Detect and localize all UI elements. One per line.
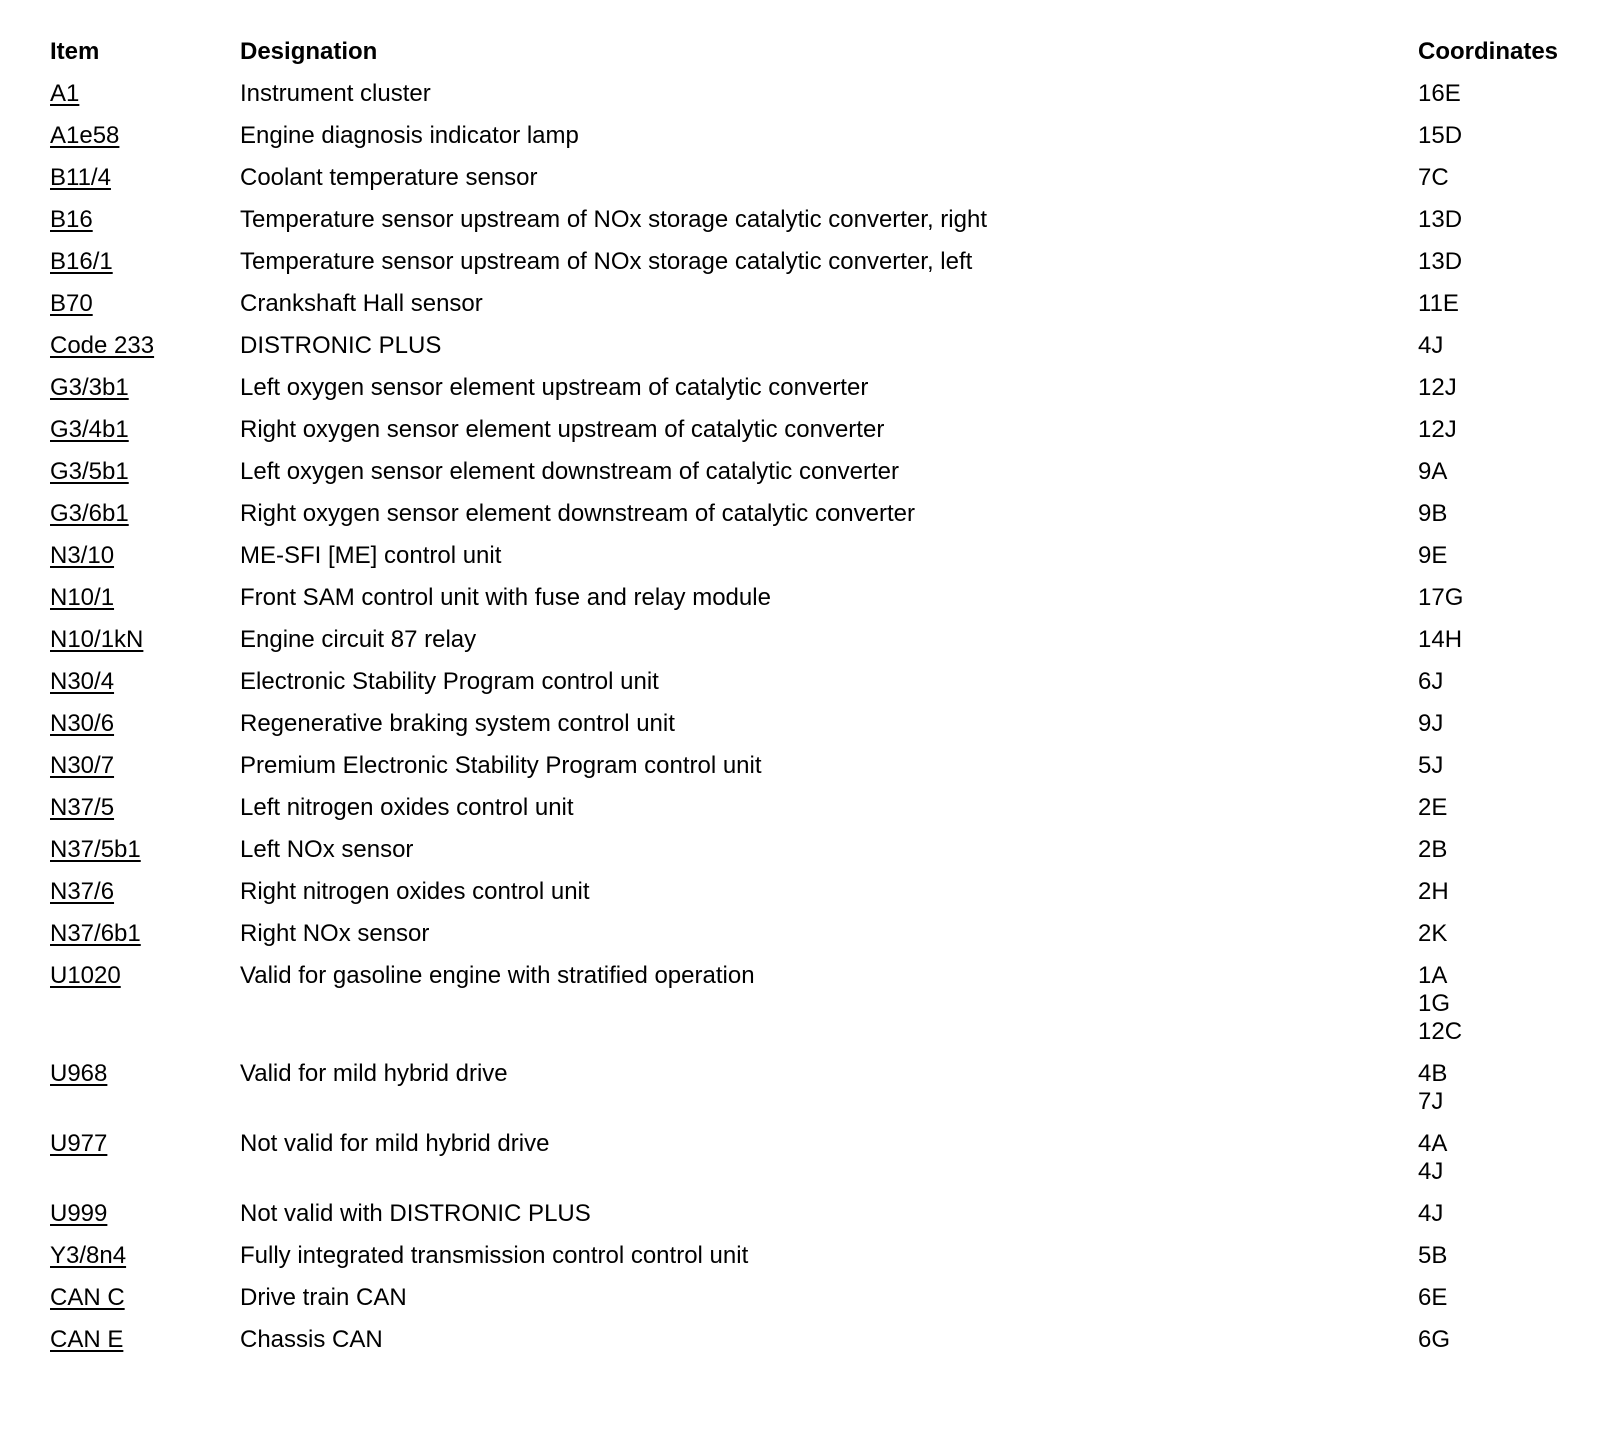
designation-cell: Valid for gasoline engine with stratified operation — [240, 962, 755, 989]
coordinates-cell — [1418, 962, 1570, 1060]
item-cell — [50, 122, 240, 164]
coordinate-value: 14H — [1418, 626, 1463, 653]
table-row — [50, 374, 1570, 416]
item-link[interactable]: U999 — [50, 1200, 108, 1227]
coordinate-value: 4J — [1418, 1158, 1444, 1185]
table-row — [50, 1200, 1570, 1242]
coordinates-cell — [1418, 290, 1570, 332]
table-header — [50, 38, 1570, 80]
coordinate-value: 9A — [1418, 458, 1448, 485]
item-cell — [50, 458, 240, 500]
table-row — [50, 80, 1570, 122]
table-row — [50, 626, 1570, 668]
coordinate-value: 12C — [1418, 1018, 1463, 1045]
item-link[interactable]: N10/1 — [50, 584, 115, 611]
legend-table — [50, 38, 1570, 1368]
item-cell — [50, 374, 240, 416]
table-row — [50, 458, 1570, 500]
item-cell — [50, 1200, 240, 1242]
coordinate-value: 9B — [1418, 500, 1448, 527]
item-link[interactable]: U977 — [50, 1130, 108, 1157]
item-link[interactable]: N10/1kN — [50, 626, 144, 653]
table-row — [50, 290, 1570, 332]
header-designation: Designation — [240, 38, 378, 65]
designation-cell: Left oxygen sensor element downstream of catalytic converter — [240, 458, 899, 485]
designation-cell: Engine diagnosis indicator lamp — [240, 122, 579, 149]
item-cell — [50, 206, 240, 248]
item-link[interactable]: B70 — [50, 290, 93, 317]
coordinate-value: 6G — [1418, 1326, 1451, 1353]
designation-cell: Regenerative braking system control unit — [240, 710, 675, 737]
coordinate-value: 9J — [1418, 710, 1444, 737]
designation-cell: Not valid for mild hybrid drive — [240, 1130, 550, 1157]
header-coordinates: Coordinates — [1418, 38, 1559, 65]
table-row — [50, 122, 1570, 164]
coordinates-cell — [1418, 206, 1570, 248]
coordinate-value: 4B — [1418, 1060, 1448, 1087]
coordinate-value: 2B — [1418, 836, 1448, 863]
coordinates-cell — [1418, 668, 1570, 710]
coordinate-value: 16E — [1418, 80, 1461, 107]
item-cell — [50, 794, 240, 836]
designation-cell: Left NOx sensor — [240, 836, 414, 863]
coordinate-value: 2H — [1418, 878, 1449, 905]
item-cell — [50, 752, 240, 794]
item-link[interactable]: N37/5b1 — [50, 836, 141, 863]
item-link[interactable]: N37/5 — [50, 794, 115, 821]
table-row — [50, 878, 1570, 920]
designation-cell: Valid for mild hybrid drive — [240, 1060, 508, 1087]
coordinate-value: 17G — [1418, 584, 1464, 611]
coordinates-cell — [1418, 500, 1570, 542]
table-row — [50, 206, 1570, 248]
table-row — [50, 794, 1570, 836]
coordinates-cell — [1418, 1326, 1570, 1368]
designation-cell: ME-SFI [ME] control unit — [240, 542, 502, 569]
coordinate-value: 13D — [1418, 206, 1463, 233]
item-link[interactable]: N30/4 — [50, 668, 115, 695]
table-row — [50, 668, 1570, 710]
coordinate-value: 13D — [1418, 248, 1463, 275]
item-link[interactable]: N30/7 — [50, 752, 115, 779]
table-row — [50, 1326, 1570, 1368]
coordinate-value: 11E — [1418, 290, 1459, 317]
coordinate-value: 7C — [1418, 164, 1449, 191]
coordinate-value: 12J — [1418, 374, 1457, 401]
item-link[interactable]: B16/1 — [50, 248, 113, 275]
designation-cell: Electronic Stability Program control unit — [240, 668, 659, 695]
coordinates-cell — [1418, 836, 1570, 878]
item-link[interactable]: CAN E — [50, 1326, 124, 1353]
coordinates-cell — [1418, 1130, 1570, 1200]
coordinate-value: 6E — [1418, 1284, 1448, 1311]
designation-cell: Left oxygen sensor element upstream of catalytic converter — [240, 374, 869, 401]
item-cell — [50, 1284, 240, 1326]
item-cell — [50, 332, 240, 374]
designation-cell: Temperature sensor upstream of NOx storage catalytic converter, left — [240, 248, 973, 275]
item-cell — [50, 542, 240, 584]
coordinates-cell — [1418, 626, 1570, 668]
table-body — [50, 80, 1570, 1368]
coordinates-cell — [1418, 878, 1570, 920]
table-row — [50, 416, 1570, 458]
item-cell — [50, 248, 240, 290]
item-link[interactable]: Code 233 — [50, 332, 155, 359]
item-cell — [50, 878, 240, 920]
coordinates-cell — [1418, 584, 1570, 626]
designation-cell: Right NOx sensor — [240, 920, 430, 947]
item-cell — [50, 80, 240, 122]
designation-cell: Temperature sensor upstream of NOx storage catalytic converter, right — [240, 206, 987, 233]
item-cell — [50, 1242, 240, 1284]
table-row — [50, 1284, 1570, 1326]
coordinate-value: 1G — [1418, 990, 1451, 1017]
item-cell — [50, 626, 240, 668]
coordinates-cell — [1418, 920, 1570, 962]
designation-cell: Premium Electronic Stability Program control unit — [240, 752, 762, 779]
item-cell — [50, 164, 240, 206]
item-link[interactable]: CAN C — [50, 1284, 125, 1311]
table-row — [50, 332, 1570, 374]
item-cell — [50, 962, 240, 1060]
coordinates-cell — [1418, 542, 1570, 584]
coordinates-cell — [1418, 374, 1570, 416]
header-item: Item — [50, 38, 100, 65]
designation-cell: Chassis CAN — [240, 1326, 383, 1353]
item-link[interactable]: N37/6b1 — [50, 920, 141, 947]
designation-cell: Drive train CAN — [240, 1284, 407, 1311]
designation-cell: Right nitrogen oxides control unit — [240, 878, 590, 905]
coordinate-value: 4J — [1418, 332, 1444, 359]
designation-cell: Fully integrated transmission control control unit — [240, 1242, 749, 1269]
table-row — [50, 710, 1570, 752]
item-link[interactable]: A1 — [50, 80, 80, 107]
table-row — [50, 1060, 1570, 1130]
item-cell — [50, 290, 240, 332]
coordinate-value: 5J — [1418, 752, 1444, 779]
coordinates-cell — [1418, 164, 1570, 206]
item-link[interactable]: A1e58 — [50, 122, 120, 149]
item-link[interactable]: N37/6 — [50, 878, 115, 905]
item-link[interactable]: U1020 — [50, 962, 121, 989]
table-row — [50, 164, 1570, 206]
item-cell — [50, 836, 240, 878]
coordinates-cell — [1418, 122, 1570, 164]
coordinates-cell — [1418, 248, 1570, 290]
coordinates-cell — [1418, 332, 1570, 374]
coordinates-cell — [1418, 710, 1570, 752]
coordinate-value: 15D — [1418, 122, 1463, 149]
item-cell — [50, 584, 240, 626]
item-cell — [50, 1130, 240, 1200]
coordinate-value: 12J — [1418, 416, 1457, 443]
coordinates-cell — [1418, 752, 1570, 794]
coordinate-value: 2K — [1418, 920, 1448, 947]
designation-cell: Crankshaft Hall sensor — [240, 290, 483, 317]
item-link[interactable]: N30/6 — [50, 710, 115, 737]
header-row — [50, 38, 1570, 80]
designation-cell: Coolant temperature sensor — [240, 164, 538, 191]
coordinate-value: 2E — [1418, 794, 1448, 821]
item-link[interactable]: G3/3b1 — [50, 374, 129, 401]
coordinates-cell — [1418, 1200, 1570, 1242]
table-row — [50, 962, 1570, 1060]
coordinate-value: 1A — [1418, 962, 1448, 989]
item-link[interactable]: G3/6b1 — [50, 500, 129, 527]
item-link[interactable]: B16 — [50, 206, 93, 233]
designation-cell: Right oxygen sensor element upstream of catalytic converter — [240, 416, 885, 443]
coordinates-cell — [1418, 1284, 1570, 1326]
designation-cell: DISTRONIC PLUS — [240, 332, 442, 359]
coordinates-cell — [1418, 1060, 1570, 1130]
item-cell — [50, 1326, 240, 1368]
designation-cell: Front SAM control unit with fuse and relay module — [240, 584, 771, 611]
coordinates-cell — [1418, 1242, 1570, 1284]
item-link[interactable]: Y3/8n4 — [50, 1242, 127, 1269]
coordinate-value: 4J — [1418, 1200, 1444, 1227]
item-link[interactable]: B11/4 — [50, 164, 111, 191]
coordinates-cell — [1418, 794, 1570, 836]
coordinates-cell — [1418, 80, 1570, 122]
table-row — [50, 752, 1570, 794]
item-cell — [50, 920, 240, 962]
designation-cell: Right oxygen sensor element downstream of catalytic converter — [240, 500, 915, 527]
coordinate-value: 7J — [1418, 1088, 1444, 1115]
coordinate-value: 6J — [1418, 668, 1444, 695]
table-row — [50, 1130, 1570, 1200]
item-cell — [50, 668, 240, 710]
coordinate-value: 5B — [1418, 1242, 1448, 1269]
table-row — [50, 836, 1570, 878]
table-row — [50, 1242, 1570, 1284]
table-row — [50, 584, 1570, 626]
table-row — [50, 500, 1570, 542]
item-link[interactable]: U968 — [50, 1060, 108, 1087]
table-row — [50, 248, 1570, 290]
coordinates-cell — [1418, 416, 1570, 458]
item-cell — [50, 500, 240, 542]
designation-cell: Engine circuit 87 relay — [240, 626, 477, 653]
item-link[interactable]: N3/10 — [50, 542, 115, 569]
item-link[interactable]: G3/5b1 — [50, 458, 129, 485]
designation-cell: Not valid with DISTRONIC PLUS — [240, 1200, 591, 1227]
item-link[interactable]: G3/4b1 — [50, 416, 129, 443]
designation-cell: Instrument cluster — [240, 80, 431, 107]
item-cell — [50, 416, 240, 458]
item-cell — [50, 710, 240, 752]
coordinate-value: 9E — [1418, 542, 1448, 569]
coordinates-cell — [1418, 458, 1570, 500]
table-row — [50, 542, 1570, 584]
coordinate-value: 4A — [1418, 1130, 1448, 1157]
table-row — [50, 920, 1570, 962]
item-cell — [50, 1060, 240, 1130]
designation-cell: Left nitrogen oxides control unit — [240, 794, 574, 821]
